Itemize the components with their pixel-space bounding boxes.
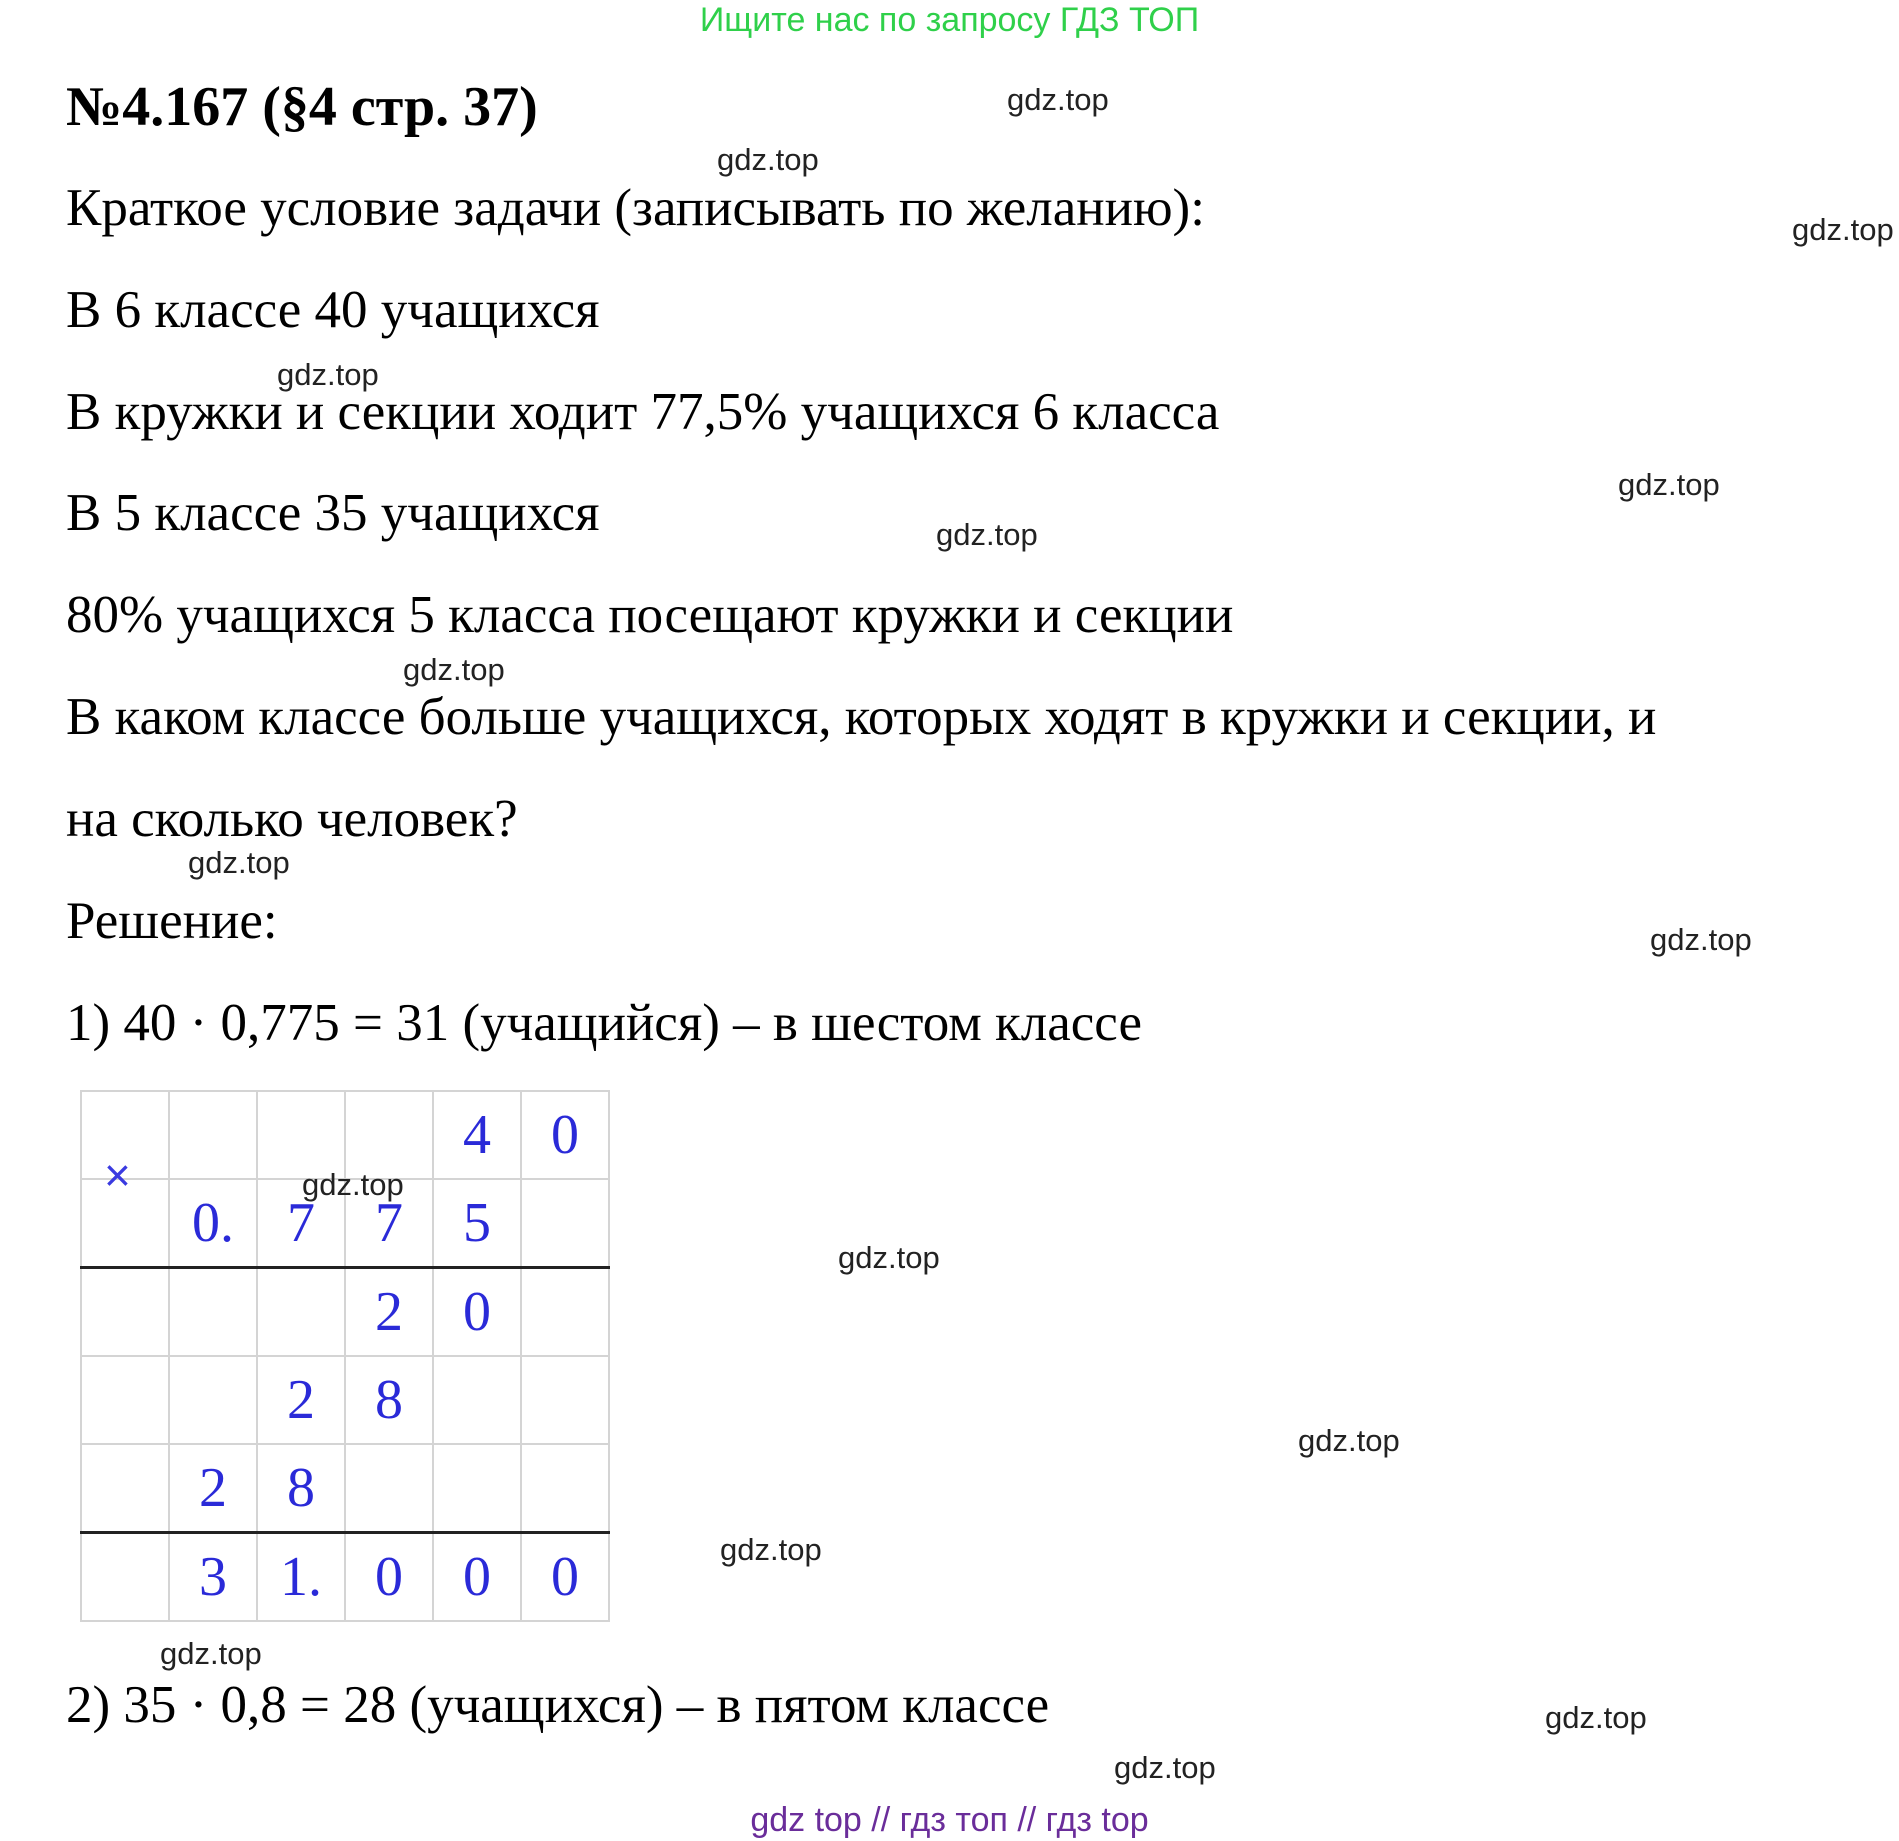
grid-cell bbox=[345, 1444, 433, 1533]
watermark: gdz.top bbox=[717, 142, 819, 177]
grid-cell bbox=[257, 1091, 345, 1179]
grid-cell bbox=[433, 1356, 521, 1444]
watermark: gdz.top bbox=[188, 845, 290, 880]
watermark: gdz.top bbox=[1007, 82, 1109, 117]
grid-cell: 2 bbox=[257, 1356, 345, 1444]
watermark: gdz.top bbox=[277, 357, 379, 392]
condition-line-4: 80% учащихся 5 класса посещают кружки и секции bbox=[66, 586, 1234, 644]
grid-cell bbox=[81, 1444, 169, 1533]
grid-cell bbox=[521, 1356, 609, 1444]
watermark: gdz.top bbox=[720, 1532, 822, 1567]
grid-row bbox=[81, 1533, 609, 1622]
grid-cell bbox=[81, 1356, 169, 1444]
watermark: gdz.top bbox=[1114, 1750, 1216, 1785]
watermark: gdz.top bbox=[1792, 212, 1894, 247]
watermark: gdz.top bbox=[838, 1240, 940, 1275]
question-line-2: на сколько человек? bbox=[66, 790, 518, 848]
grid-cell: 0 bbox=[433, 1268, 521, 1357]
grid-cell: 0 bbox=[345, 1533, 433, 1622]
watermark: gdz.top bbox=[936, 517, 1038, 552]
search-banner: Ищите нас по запросу ГДЗ ТОП bbox=[699, 1, 1200, 39]
watermark: gdz.top bbox=[1618, 467, 1720, 502]
watermark: gdz.top bbox=[1545, 1700, 1647, 1735]
condition-line-1: В 6 классе 40 учащихся bbox=[66, 281, 600, 339]
grid-cell: 0 bbox=[521, 1091, 609, 1179]
condition-line-2: В кружки и секции ходит 77,5% учащихся 6 класса bbox=[66, 383, 1220, 441]
grid-cell: 3 bbox=[169, 1533, 257, 1622]
grid-cell bbox=[81, 1533, 169, 1622]
grid-cell: 4 bbox=[433, 1091, 521, 1179]
solution-step-2: 2) 35 · 0,8 = 28 (учащихся) – в пятом классе bbox=[66, 1676, 1050, 1734]
question-line-1: В каком классе больше учащихся, которых ходят в кружки и секции, и bbox=[66, 688, 1657, 746]
watermark: gdz.top bbox=[403, 652, 505, 687]
grid-cell: 7 bbox=[345, 1179, 433, 1268]
grid-cell bbox=[521, 1444, 609, 1533]
grid-cell: 5 bbox=[433, 1179, 521, 1268]
grid-cell bbox=[169, 1091, 257, 1179]
grid-cell bbox=[521, 1268, 609, 1357]
watermark: gdz.top bbox=[1650, 922, 1752, 957]
watermark: gdz.top bbox=[302, 1167, 404, 1202]
grid-cell bbox=[169, 1356, 257, 1444]
grid-cell bbox=[81, 1268, 169, 1357]
footer-text: gdz top // гдз топ // гдз top bbox=[750, 1801, 1149, 1839]
grid-row bbox=[81, 1444, 609, 1533]
grid-row bbox=[81, 1356, 609, 1444]
grid-cell: 2 bbox=[345, 1268, 433, 1357]
grid-cell bbox=[257, 1268, 345, 1357]
grid-cell bbox=[521, 1179, 609, 1268]
solution-heading: Решение: bbox=[66, 892, 278, 950]
task-title: №4.167 (§4 стр. 37) bbox=[66, 76, 538, 138]
grid-row bbox=[81, 1268, 609, 1357]
watermark: gdz.top bbox=[160, 1636, 262, 1671]
condition-line-3: В 5 классе 35 учащихся bbox=[66, 484, 600, 542]
multiply-sign: × bbox=[104, 1149, 131, 1201]
grid-cell: 2 bbox=[169, 1444, 257, 1533]
grid-cell: 8 bbox=[257, 1444, 345, 1533]
grid-cell bbox=[169, 1268, 257, 1357]
grid-cell: 0 bbox=[521, 1533, 609, 1622]
grid-cell bbox=[345, 1091, 433, 1179]
solution-step-1: 1) 40 · 0,775 = 31 (учащийся) – в шестом классе bbox=[66, 994, 1142, 1052]
grid-cell: 1. bbox=[257, 1533, 345, 1622]
watermark: gdz.top bbox=[1298, 1423, 1400, 1458]
grid-cell: 8 bbox=[345, 1356, 433, 1444]
grid-cell: 0 bbox=[433, 1533, 521, 1622]
grid-cell: 7 bbox=[257, 1179, 345, 1268]
condition-heading: Краткое условие задачи (записывать по желанию): bbox=[66, 179, 1205, 237]
grid-row bbox=[81, 1091, 609, 1179]
grid-cell: 0. bbox=[169, 1179, 257, 1268]
grid-cell bbox=[433, 1444, 521, 1533]
